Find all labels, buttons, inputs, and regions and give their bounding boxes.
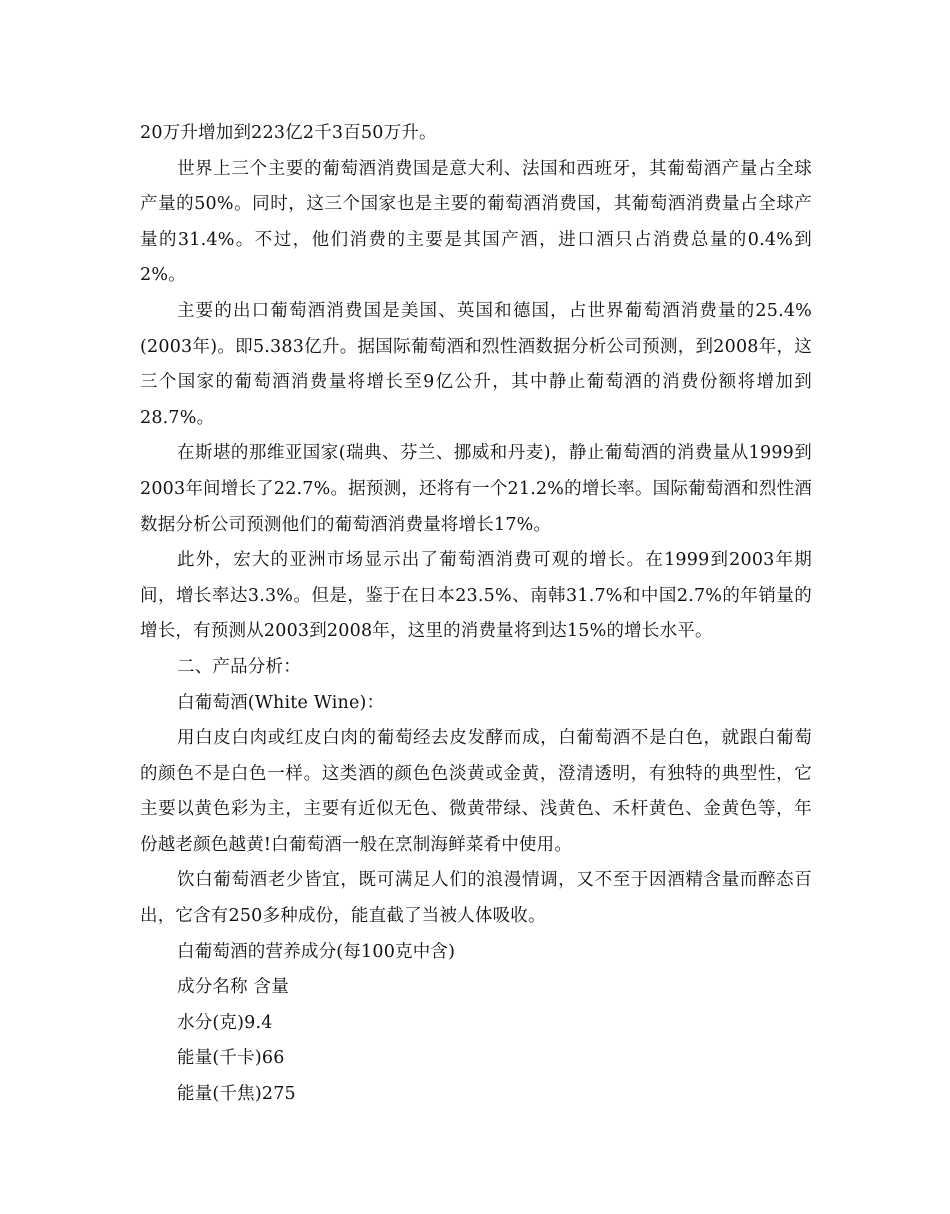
nutrition-row-energy-kj: 能量(千焦)275 [177, 1084, 296, 1105]
document-body [140, 116, 812, 1113]
paragraph-white-wine-drinking: 饮白葡萄酒老少皆宜，既可满足人们的浪漫情调，又不至于因酒精含量而醉态百出，它含有250多种成份，能直截了当被人体吸收。 [140, 870, 812, 927]
section-heading-product-analysis: 二、产品分析： [177, 656, 301, 677]
nutrition-table-header: 成分名称 含量 [177, 977, 289, 998]
paragraph-import-consumers: 主要的出口葡萄酒消费国是美国、英国和德国，占世界葡萄酒消费量的25.4%(2003年)。即5.383亿升。据国际葡萄酒和烈性酒数据分析公司预测，到2008年，这三个国家的葡萄酒消费量将增长至9亿公升，其中静止葡萄酒的消费份额将增加到28.7%。 [140, 300, 812, 428]
nutrition-row-water: 水分(克)9.4 [177, 1012, 273, 1033]
paragraph-asia-market: 此外，宏大的亚洲市场显示出了葡萄酒消费可观的增长。在1999到2003年期间，增长率达3.3%。但是，鉴于在日本23.5%、南韩31.7%和中国2.7%的年销量的增长，有预测从2003到2008年，这里的消费量将到达15%的增长水平。 [140, 550, 812, 642]
paragraph-major-consumers: 世界上三个主要的葡萄酒消费国是意大利、法国和西班牙，其葡萄酒产量占全球产量的50%。同时，这三个国家也是主要的葡萄酒消费国，其葡萄酒消费量占全球产量的31.4%。不过，他们消费的主要是其国产酒，进口酒只占消费总量的0.4%到2%。 [140, 158, 812, 286]
paragraph-continuation: 20万升增加到223亿2千3百50万升。 [140, 123, 437, 143]
paragraph-scandinavia: 在斯堪的那维亚国家(瑞典、芬兰、挪威和丹麦)，静止葡萄酒的消费量从1999到2003年间增长了22.7%。据预测，还将有一个21.2%的增长率。国际葡萄酒和烈性酒数据分析公司预测他们的葡萄酒消费量将增长17%。 [140, 443, 812, 535]
nutrition-row-energy-kcal: 能量(千卡)66 [177, 1048, 285, 1069]
nutrition-table-title: 白葡萄酒的营养成分(每100克中含) [177, 941, 456, 962]
paragraph-white-wine-description: 用白皮白肉或红皮白肉的葡萄经去皮发酵而成，白葡萄酒不是白色，就跟白葡萄的颜色不是白色一样。这类酒的颜色色淡黄或金黄，澄清透明，有独特的典型性，它主要以黄色彩为主，主要有近似无色、微黄带绿、浅黄色、禾杆黄色、金黄色等，年份越老颜色越黄!白葡萄酒一般在烹制海鲜菜肴中使用。 [140, 728, 812, 855]
subheading-white-wine: 白葡萄酒(White Wine)： [177, 692, 385, 713]
